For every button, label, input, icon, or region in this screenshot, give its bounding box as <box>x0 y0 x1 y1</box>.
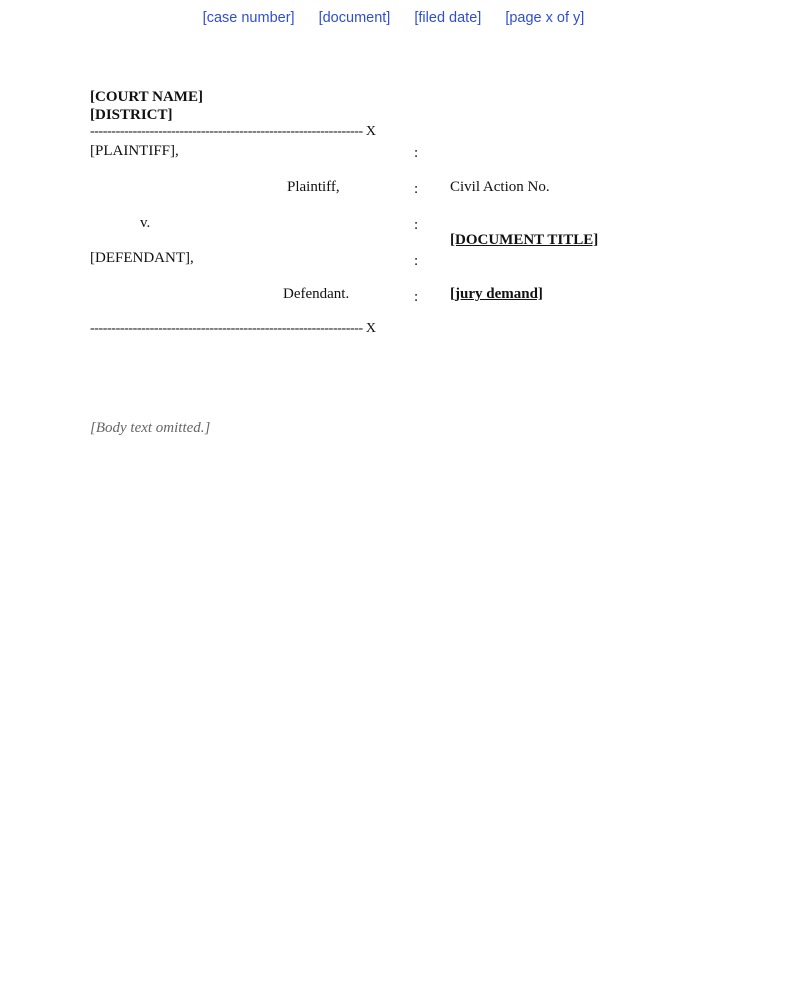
versus: v. <box>140 215 151 231</box>
page-indicator: [page x of y] <box>505 10 585 26</box>
caption-top-rule: ---------------------------------------------------------------- X <box>90 124 376 139</box>
filed-date: [filed date] <box>414 10 482 26</box>
body-placeholder: [Body text omitted.] <box>90 420 211 436</box>
court-name: [COURT NAME] [DISTRICT] <box>90 89 203 123</box>
civil-action-label: Civil Action No. <box>450 179 550 195</box>
plaintiff-name: [PLAINTIFF], <box>90 143 179 159</box>
plaintiff-label: Plaintiff, <box>287 179 340 195</box>
defendant-name: [DEFENDANT], <box>90 250 194 266</box>
defendant-label: Defendant. <box>283 286 350 302</box>
case-number: [case number] <box>202 10 295 26</box>
document-number: [document] <box>318 10 391 26</box>
document-title: [DOCUMENT TITLE] <box>450 232 599 248</box>
jury-demand: [jury demand] <box>450 286 543 302</box>
caption-bottom-rule: ---------------------------------------------------------------- X <box>90 321 376 336</box>
ecf-header <box>0 10 787 26</box>
